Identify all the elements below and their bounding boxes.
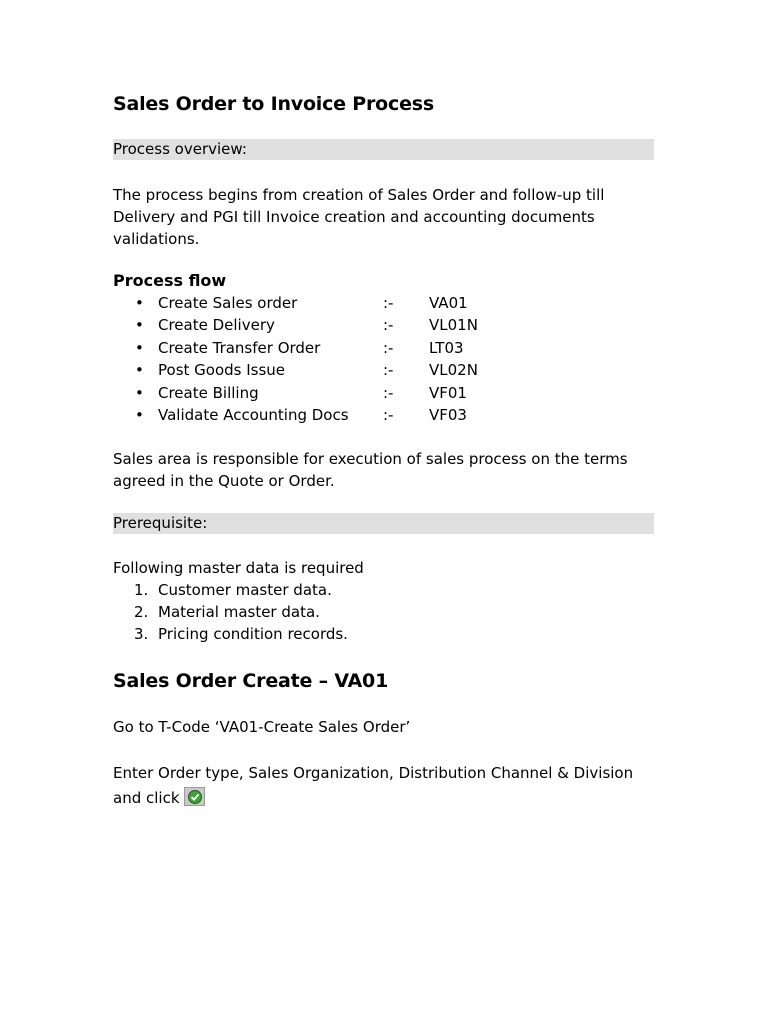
step-tcode: VL02N [429,361,478,380]
bullet-icon: • [135,361,144,380]
enter-order-line-2: and click [113,789,180,807]
step-tcode: VF01 [429,383,467,402]
overview-line-3: validations. [113,230,200,248]
goto-tcode-text: Go to T-Code ‘VA01-Create Sales Order’ [113,718,411,736]
item-text: Pricing condition records. [158,625,348,643]
bullet-icon: • [135,294,144,312]
process-overview-label: Process overview: [113,140,247,158]
process-overview-band [113,139,654,160]
overview-line-2: Delivery and PGI till Invoice creation and accounting documents [113,208,595,226]
bullet-icon: • [135,383,144,402]
enter-order-paragraph [113,761,633,811]
item-number: 3. [134,625,149,643]
process-flow-heading: Process flow [113,271,227,290]
step-label: Validate Accounting Docs [158,405,349,424]
sales-area-line-2: agreed in the Quote or Order. [113,472,335,490]
continue-button[interactable] [184,787,205,806]
step-label: Create Billing [158,383,259,402]
step-label: Create Transfer Order [158,338,321,357]
prerequisite-label: Prerequisite: [113,514,208,532]
bullet-icon: • [135,338,144,357]
step-label: Create Delivery [158,316,275,335]
enter-order-line-1: Enter Order type, Sales Organization, Distribution Channel & Division [113,764,634,782]
green-check-icon [187,789,203,805]
step-separator: :- [383,405,394,424]
step-separator: :- [383,383,394,402]
step-separator: :- [383,361,394,380]
page-title: Sales Order to Invoice Process [113,93,434,115]
overview-paragraph [113,184,604,250]
bullet-icon: • [135,316,144,335]
step-tcode: VF03 [429,405,467,424]
item-text: Customer master data. [158,581,332,599]
step-tcode: VA01 [429,294,468,312]
overview-line-1: The process begins from creation of Sales Order and follow-up till [113,186,605,204]
item-number: 2. [134,603,149,621]
bullet-icon: • [135,405,144,424]
step-label: Post Goods Issue [158,361,286,380]
va01-section-heading: Sales Order Create – VA01 [113,670,389,692]
step-label: Create Sales order [158,294,298,312]
item-text: Material master data. [158,603,320,621]
prerequisite-intro: Following master data is required [113,559,364,577]
step-separator: :- [383,338,394,357]
step-tcode: VL01N [429,316,478,335]
step-tcode: LT03 [429,338,464,357]
prerequisite-band [113,513,654,534]
step-separator: :- [383,294,394,312]
sales-area-line-1: Sales area is responsible for execution of sales process on the terms [113,450,628,468]
item-number: 1. [134,581,149,599]
sales-area-paragraph [113,448,628,492]
step-separator: :- [383,316,394,335]
